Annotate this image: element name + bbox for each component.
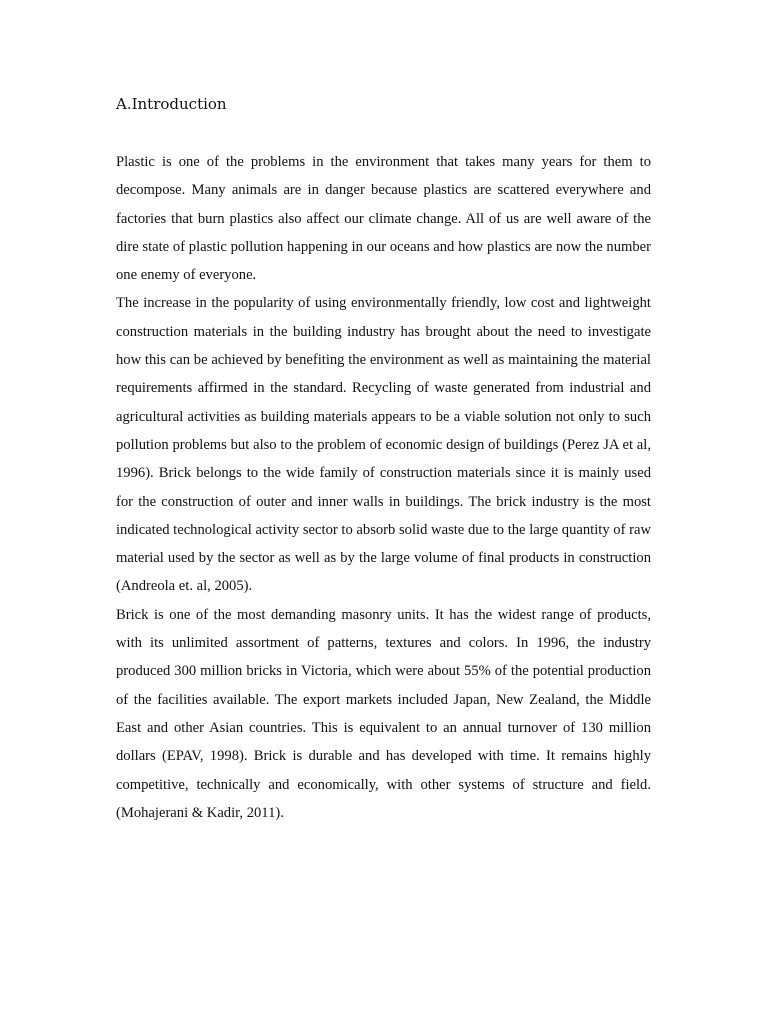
paragraph-plastic: Plastic is one of the problems in the environment that takes many years for them to decompose. Many animals are in danger because plastics are scattered everywhere and factories that burn plastics also affect our climate change. All of us are well aware of the dire state of plastic pollution happening in our oceans and how plastics are now the number one enemy of everyone. <box>116 154 651 284</box>
document-body <box>116 148 651 827</box>
paragraph-brick: Brick is one of the most demanding masonry units. It has the widest range of products, with its unlimited assortment of patterns, textures and colors. In 1996, the industry produced 300 million bricks in Victoria, which were about 55% of the potential production of the facilities available. The export markets included Japan, New Zealand, the Middle East and other Asian countries. This is equivalent to an annual turnover of 130 million dollars (EPAV, 1998). Brick is durable and has developed with time. It remains highly competitive, technically and economically, with other systems of structure and field. (Mohajerani & Kadir, 2011). <box>116 606 651 821</box>
paragraph-construction-materials: The increase in the popularity of using environmentally friendly, low cost and lightweight construction materials in the building industry has brought about the need to investigate how this can be achieved by benefiting the environment as well as maintaining the material requirements affirmed in the standard. Recycling of waste generated from industrial and agricultural activities as building materials appears to be a viable solution not only to such pollution problems but also to the problem of economic design of buildings (Perez JA et al, 1996). Brick belongs to the wide family of construction materials since it is mainly used for the construction of outer and inner walls in buildings. The brick industry is the most indicated technological activity sector to absorb solid waste due to the large quantity of raw material used by the sector as well as by the large volume of final products in construction (Andreola et. al, 2005). <box>116 295 651 595</box>
section-heading: A.Introduction <box>116 95 227 113</box>
